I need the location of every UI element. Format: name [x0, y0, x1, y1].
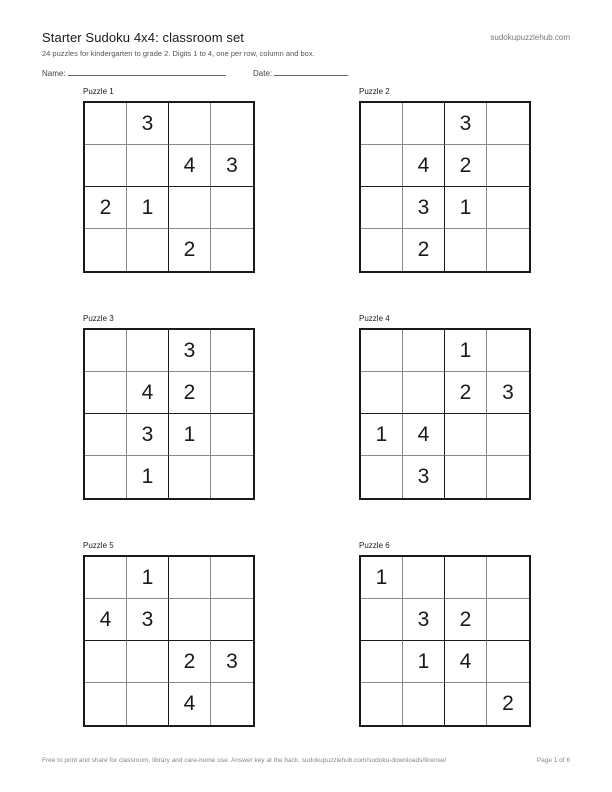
- name-label: Name:: [42, 69, 66, 78]
- grid-cell: 1: [445, 187, 487, 229]
- puzzle-label: Puzzle 1: [83, 87, 114, 96]
- grid-cell: [211, 103, 253, 145]
- grid-cell: [445, 557, 487, 599]
- sudoku-grid: [83, 328, 255, 500]
- grid-cell: 3: [445, 103, 487, 145]
- puzzle-3: [83, 314, 255, 500]
- grid-cell: 4: [169, 145, 211, 187]
- puzzle-6: [359, 541, 531, 727]
- grid-cell: [211, 599, 253, 641]
- grid-cell: 2: [169, 641, 211, 683]
- grid-cell: 4: [85, 599, 127, 641]
- site-url: sudokupuzzlehub.com: [490, 33, 570, 42]
- grid-cell: [85, 414, 127, 456]
- grid-cell: [487, 414, 529, 456]
- puzzle-label: Puzzle 5: [83, 541, 114, 550]
- grid-cell: [487, 557, 529, 599]
- page-title: Starter Sudoku 4x4: classroom set: [42, 30, 245, 45]
- footer-note: Free to print and share for classroom, library and care-home use. Answer key at the back. sudokupuzzlehub.com/sudoku-downloads/license/: [42, 757, 447, 764]
- grid-cell: [127, 229, 169, 271]
- date-blank-line: [274, 68, 348, 76]
- page-footer: [42, 757, 570, 764]
- grid-cell: [85, 145, 127, 187]
- grid-cell: 1: [127, 187, 169, 229]
- grid-cell: [445, 229, 487, 271]
- grid-cell: 2: [169, 229, 211, 271]
- puzzle-label: Puzzle 2: [359, 87, 390, 96]
- grid-cell: [403, 557, 445, 599]
- grid-cell: [85, 456, 127, 498]
- grid-cell: 2: [403, 229, 445, 271]
- sudoku-grid: [83, 101, 255, 273]
- grid-cell: 1: [403, 641, 445, 683]
- grid-cell: 4: [403, 414, 445, 456]
- puzzle-label: Puzzle 3: [83, 314, 114, 323]
- grid-cell: [361, 145, 403, 187]
- grid-cell: [487, 641, 529, 683]
- grid-cell: 1: [445, 330, 487, 372]
- grid-cell: [169, 187, 211, 229]
- name-field: [42, 68, 226, 78]
- grid-cell: [85, 372, 127, 414]
- grid-cell: [403, 103, 445, 145]
- grid-cell: 3: [169, 330, 211, 372]
- grid-cell: 2: [445, 599, 487, 641]
- grid-cell: [361, 330, 403, 372]
- grid-cell: [361, 683, 403, 725]
- grid-cell: [445, 456, 487, 498]
- grid-cell: [85, 641, 127, 683]
- grid-cell: [487, 187, 529, 229]
- puzzle-1: [83, 87, 255, 273]
- grid-cell: [487, 229, 529, 271]
- sudoku-grid: [359, 555, 531, 727]
- grid-cell: [127, 683, 169, 725]
- grid-cell: [211, 187, 253, 229]
- date-field: [253, 68, 348, 78]
- grid-cell: [127, 641, 169, 683]
- page-subtitle: 24 puzzles for kindergarten to grade 2. Digits 1 to 4, one per row, column and box.: [42, 49, 315, 58]
- grid-cell: [361, 599, 403, 641]
- grid-cell: [361, 103, 403, 145]
- grid-cell: [211, 557, 253, 599]
- grid-cell: [211, 414, 253, 456]
- grid-cell: [127, 330, 169, 372]
- grid-cell: 3: [127, 599, 169, 641]
- grid-cell: [211, 330, 253, 372]
- grid-cell: 3: [211, 641, 253, 683]
- puzzle-5: [83, 541, 255, 727]
- grid-cell: [211, 372, 253, 414]
- grid-cell: 3: [127, 414, 169, 456]
- grid-cell: [445, 414, 487, 456]
- page-number: Page 1 of 6: [536, 757, 570, 764]
- grid-cell: [487, 599, 529, 641]
- grid-cell: [85, 557, 127, 599]
- grid-cell: [85, 330, 127, 372]
- puzzle-label: Puzzle 6: [359, 541, 390, 550]
- grid-cell: 4: [403, 145, 445, 187]
- grid-cell: [169, 557, 211, 599]
- grid-cell: 2: [445, 372, 487, 414]
- grid-cell: [487, 456, 529, 498]
- puzzle-label: Puzzle 4: [359, 314, 390, 323]
- grid-cell: [403, 330, 445, 372]
- grid-cell: 2: [169, 372, 211, 414]
- grid-cell: 1: [127, 456, 169, 498]
- grid-cell: 2: [445, 145, 487, 187]
- grid-cell: 3: [487, 372, 529, 414]
- grid-cell: 1: [169, 414, 211, 456]
- grid-cell: 4: [127, 372, 169, 414]
- grid-cell: [85, 103, 127, 145]
- grid-cell: [127, 145, 169, 187]
- grid-cell: [445, 683, 487, 725]
- grid-cell: [487, 103, 529, 145]
- grid-cell: 3: [127, 103, 169, 145]
- grid-cell: [211, 229, 253, 271]
- grid-cell: [487, 145, 529, 187]
- grid-cell: 3: [403, 599, 445, 641]
- grid-cell: [487, 330, 529, 372]
- grid-cell: [403, 372, 445, 414]
- sudoku-grid: [359, 328, 531, 500]
- grid-cell: 2: [502, 692, 514, 715]
- grid-cell: [361, 456, 403, 498]
- grid-cell: 1: [361, 557, 403, 599]
- puzzle-4: [359, 314, 531, 500]
- puzzle-2: [359, 87, 531, 273]
- grid-cell: [361, 229, 403, 271]
- grid-cell: [211, 683, 253, 725]
- grid-cell: 3: [403, 456, 445, 498]
- grid-cell: 4: [169, 683, 211, 725]
- grid-cell: 2: [85, 187, 127, 229]
- grid-cell: 3: [211, 145, 253, 187]
- grid-cell: [361, 372, 403, 414]
- grid-cell: [169, 599, 211, 641]
- grid-cell: [403, 683, 445, 725]
- grid-cell: 4: [445, 641, 487, 683]
- grid-cell: [85, 683, 127, 725]
- date-label: Date:: [253, 69, 273, 78]
- sudoku-grid: [83, 555, 255, 727]
- grid-cell: 3: [403, 187, 445, 229]
- sudoku-grid: [359, 101, 531, 273]
- grid-cell: [211, 456, 253, 498]
- grid-cell: [361, 641, 403, 683]
- grid-cell: 1: [361, 414, 403, 456]
- grid-cell: [361, 187, 403, 229]
- grid-cell: [85, 229, 127, 271]
- grid-cell: [169, 103, 211, 145]
- name-blank-line: [68, 68, 226, 76]
- grid-cell: [169, 456, 211, 498]
- grid-cell: 1: [127, 557, 169, 599]
